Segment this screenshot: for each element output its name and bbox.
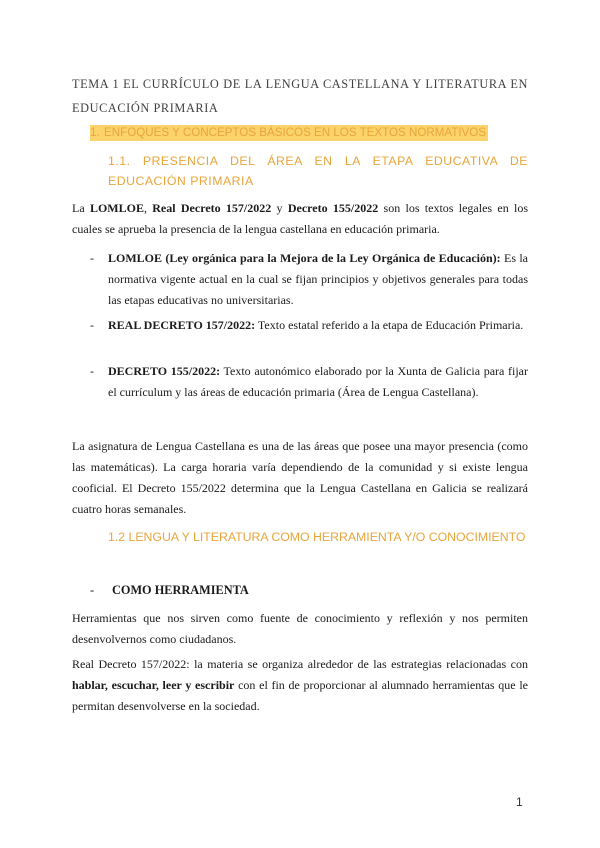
paragraph4-text: con el fin de proporcionar al alumnado herramientas que le permitan desenvolverse en la sociedad. bbox=[72, 678, 528, 713]
intro-text: , bbox=[143, 201, 153, 215]
body-paragraph-3: Herramientas que nos sirven como fuente de conocimiento y reflexión y nos permiten desenvolvernos como ciudadanos. bbox=[72, 611, 528, 646]
subsection-heading-1-2: 1.2 LENGUA Y LITERATURA COMO HERRAMIENTA Y/O CONOCIMIENTO bbox=[108, 530, 526, 544]
document-title: TEMA 1 EL CURRÍCULO DE LA LENGUA CASTELLANA Y LITERATURA EN EDUCACIÓN PRIMARIA bbox=[72, 77, 528, 115]
body-paragraph-4 bbox=[72, 654, 528, 717]
list-item-text: Es la normativa vigente actual en la cual se fijan principios y objetivos generales para todas las etapas educativas no universitarias. bbox=[108, 251, 528, 307]
subheading-label: COMO HERRAMIENTA bbox=[112, 583, 249, 597]
list-dash: - bbox=[90, 251, 94, 265]
paragraph4-bold: hablar, escuchar, leer y escribir bbox=[72, 678, 235, 692]
subsection-heading-1-1: 1.1. PRESENCIA DEL ÁREA EN LA ETAPA EDUCATIVA DE EDUCACIÓN PRIMARIA bbox=[108, 154, 528, 188]
list-dash: - bbox=[90, 318, 94, 332]
list-item-term: LOMLOE (Ley orgánica para la Mejora de la Ley Orgánica de Educación): bbox=[108, 251, 501, 265]
intro-paragraph bbox=[72, 198, 528, 240]
intro-text: y bbox=[271, 201, 288, 215]
intro-bold-decreto: Decreto 155/2022 bbox=[287, 201, 379, 215]
intro-bold-rd: Real Decreto 157/2022 bbox=[152, 201, 272, 215]
subheading-como-herramienta bbox=[90, 580, 249, 600]
list-item-term: REAL DECRETO 157/2022: bbox=[108, 318, 256, 332]
list-item-text: Texto estatal referido a la etapa de Educación Primaria. bbox=[255, 318, 524, 332]
intro-text: son los textos legales en los cuales se aprueba la presencia de la lengua castellana en educación primaria. bbox=[72, 201, 529, 236]
list-item-text: Texto autonómico elaborado por la Xunta de Galicia para fijar el currículum y las áreas de educación primaria (Área de Lengua Castellana). bbox=[108, 364, 528, 399]
intro-text: La bbox=[72, 201, 90, 215]
intro-bold-lomloe: LOMLOE bbox=[89, 201, 144, 215]
section-label: ENFOQUES Y CONCEPTOS BÁSICOS EN LOS TEXTOS NORMATIVOS bbox=[104, 126, 487, 139]
list-dash: - bbox=[90, 364, 94, 378]
page-number: 1 bbox=[516, 795, 523, 809]
list-item-term: DECRETO 155/2022: bbox=[108, 364, 221, 378]
body-paragraph-2: La asignatura de Lengua Castellana es una de las áreas que posee una mayor presencia (como las matemáticas). La carga horaria varía dependiendo de la comunidad y si existe lengua cooficial. El Decreto 155/2022 determina que la Lengua Castellana en Galicia se realizará cuatro horas semanales. bbox=[72, 439, 528, 516]
paragraph4-text: Real Decreto 157/2022: la materia se organiza alrededor de las estrategias relacionadas con bbox=[72, 657, 528, 671]
subheading-dash: - bbox=[90, 583, 95, 597]
section-heading-1 bbox=[90, 125, 488, 141]
section-number: 1. bbox=[90, 126, 100, 139]
